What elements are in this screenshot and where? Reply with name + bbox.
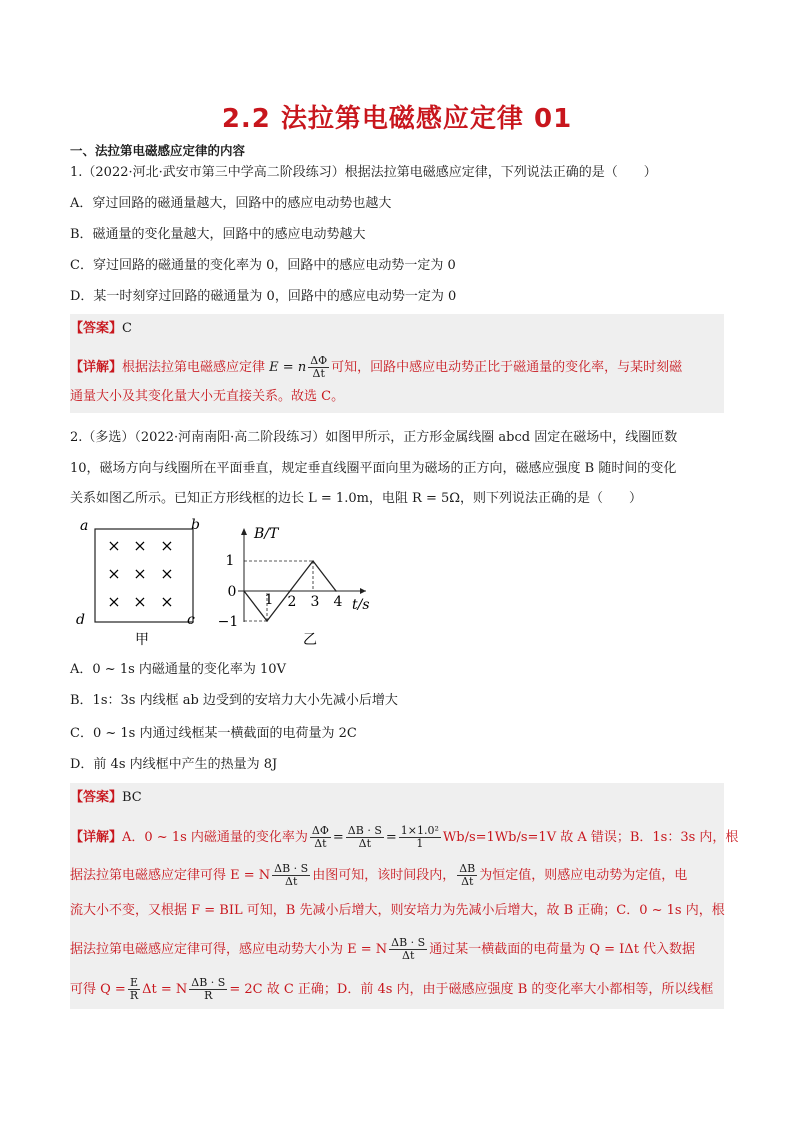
section-heading: 一、法拉第电磁感应定律的内容 [70, 143, 246, 158]
series-segment [290, 561, 313, 591]
field-cross-icon: × [133, 592, 147, 611]
q1-option-d: D．某一时刻穿过回路的磁通量为 0，回路中的感应电动势一定为 0 [70, 289, 457, 304]
q2-detail-text: 可得 Q = [70, 982, 126, 997]
q1-option-b: B．磁通量的变化量越大，回路中的感应电动势越大 [70, 227, 366, 242]
page-title: 2.2 法拉第电磁感应定律 01 [221, 104, 573, 134]
fraction-denominator: R [204, 989, 213, 1002]
fraction-denominator: 1 [416, 837, 424, 850]
q2-stem-line-3: 关系如图乙所示。已知正方形线框的边长 L = 1.0m，电阻 R = 5Ω，则下列说法正确的是（ ） [70, 491, 643, 506]
q2-detail-line-4 [70, 937, 695, 962]
fraction-numerator: ΔΦ [311, 824, 329, 837]
y-tick-1: 1 [225, 553, 235, 569]
q2-detail-text: Wb/s=1Wb/s=1V 故 A 错误；B．1s：3s 内，根 [442, 830, 739, 845]
series-segment [313, 561, 336, 591]
fraction-denominator: Δt [358, 837, 372, 850]
fraction [389, 937, 427, 962]
fraction-numerator: 1×1.0² [400, 824, 439, 837]
corner-b: b [191, 517, 200, 533]
q2-detail-text: 为恒定值，则感应电动势为定值，电 [479, 868, 688, 883]
x-tick-label: 1 [264, 592, 274, 608]
fraction-numerator: E [128, 977, 140, 990]
x-tick-label: 2 [287, 594, 297, 610]
fraction-denominator: R [129, 989, 139, 1002]
q2-answer-tag: 【答案】 [70, 790, 123, 805]
fraction-denominator: Δt [402, 949, 415, 962]
fraction-numerator: ΔΦ [310, 354, 328, 367]
fraction [310, 825, 331, 850]
q2-answer-box [70, 783, 724, 1009]
field-cross-icon: × [160, 592, 174, 611]
q2-answer-line [70, 789, 142, 807]
q1-detail-line-1 [70, 355, 682, 380]
y-tick-0: 0 [227, 584, 237, 600]
q2-figures [70, 514, 390, 650]
caption-right: 乙 [303, 632, 317, 648]
field-cross-icon: × [160, 564, 174, 583]
fraction [189, 977, 227, 1002]
q2-answer: BC [122, 790, 142, 805]
fraction-numerator: ΔB [459, 862, 476, 875]
q2-detail-text: 由图可知，该时间段内， [312, 868, 456, 883]
fraction [399, 825, 441, 850]
q1-answer-tag: 【答案】 [70, 321, 123, 336]
corner-a: a [80, 518, 89, 534]
q2-detail-text: 据法拉第电磁感应定律可得，感应电动势大小为 E = N [70, 942, 388, 957]
fraction [128, 977, 140, 1002]
q2-detail-text: = 2C 故 C 正确；D．前 4s 内，由于磁感应强度 B 的变化率大小都相等，所以线框 [229, 982, 714, 997]
caption-left: 甲 [135, 632, 149, 648]
field-cross-icon: × [107, 536, 121, 555]
x-axis-arrow-icon [360, 588, 366, 594]
fraction-denominator: Δt [312, 367, 325, 380]
series-point [289, 590, 291, 592]
y-axis-label: B/T [254, 526, 279, 542]
q2-detail-text: Δt = N [142, 982, 188, 997]
q2-option-b: B．1s：3s 内线框 ab 边受到的安培力大小先减小后增大 [70, 693, 398, 708]
series-point [335, 590, 337, 592]
q2-detail-line-3: 流大小不变，又根据 F = BIL 可知，B 先减小后增大，则安培力为先减小后增大，故 B 正确；C．0 ~ 1s 内，根 [70, 903, 725, 918]
field-cross-icon: × [133, 536, 147, 555]
figure-bt-graph [218, 526, 370, 648]
q1-detail-line-2: 通量大小及其变化量大小无直接关系。故选 C。 [70, 389, 345, 404]
y-axis-arrow-icon [241, 528, 247, 535]
q1-answer-line [70, 320, 132, 338]
series-point [266, 620, 268, 622]
q2-detail-line-5 [70, 977, 713, 1002]
q2-option-c: C．0 ~ 1s 内通过线框某一横截面的电荷量为 2C [70, 726, 357, 741]
field-crosses [107, 536, 173, 611]
equals-sign: = [332, 830, 344, 845]
q2-stem-line-1: 2.（多选）（2022·河南南阳·高二阶段练习）如图甲所示，正方形金属线圈 abcd 固定在磁场中，线圈匝数 [70, 430, 678, 445]
q1-stem: 1.（2022·河北·武安市第三中学高二阶段练习）根据法拉第电磁感应定律，下列说法正确的是（ ） [70, 165, 657, 180]
x-axis-label: t/s [352, 597, 370, 613]
q1-detail-text: 可知，回路中感应电动势正比于磁通量的变化率，与某时刻磁 [331, 360, 683, 375]
q2-detail-line-2 [70, 863, 687, 888]
fraction [457, 863, 477, 888]
series-point [312, 560, 314, 562]
figure-coil [76, 517, 200, 648]
q2-option-a: A．0 ~ 1s 内磁通量的变化率为 10V [70, 662, 286, 677]
y-tick-neg1: −1 [217, 614, 239, 630]
fraction-numerator: ΔB · S [347, 824, 382, 837]
equals-sign: = [385, 830, 397, 845]
q1-detail-tag: 【详解】 [70, 360, 123, 375]
q2-detail-tag: 【详解】 [70, 830, 123, 845]
x-ticks [265, 592, 343, 610]
corner-d: d [76, 612, 85, 628]
field-cross-icon: × [160, 536, 174, 555]
x-tick-label: 3 [310, 594, 320, 610]
q1-detail-text: 根据法拉第电磁感应定律 [122, 360, 266, 375]
field-cross-icon: × [107, 592, 121, 611]
q1-answer: C [122, 321, 132, 336]
fraction-denominator: Δt [285, 875, 298, 888]
fraction-denominator: Δt [314, 837, 327, 850]
q2-detail-text: 据法拉第电磁感应定律可得 E = N [70, 868, 271, 883]
q2-detail-line-1 [70, 825, 738, 850]
fraction [272, 863, 310, 888]
q1-detail-fraction [308, 355, 329, 380]
corner-c: c [187, 612, 195, 628]
fraction-numerator: ΔB · S [274, 862, 309, 875]
q1-option-c: C．穿过回路的磁通量的变化率为 0，回路中的感应电动势一定为 0 [70, 258, 456, 273]
fraction-numerator: ΔB · S [391, 936, 426, 949]
fraction-numerator: ΔB · S [191, 976, 226, 989]
q2-option-d: D．前 4s 内线框中产生的热量为 8J [70, 757, 278, 772]
q1-option-a: A．穿过回路的磁通量越大，回路中的感应电动势也越大 [70, 196, 392, 211]
x-tick-label: 4 [333, 594, 343, 610]
q2-detail-text: A．0 ~ 1s 内磁通量的变化率为 [122, 830, 308, 845]
field-cross-icon: × [133, 564, 147, 583]
field-cross-icon: × [107, 564, 121, 583]
q1-detail-eq: E = n [269, 360, 307, 375]
fraction-denominator: Δt [461, 875, 474, 888]
q2-stem-line-2: 10，磁场方向与线圈所在平面垂直，规定垂直线圈平面向里为磁场的正方向，磁感应强度 B 随时间的变化 [70, 461, 677, 476]
q2-detail-text: 通过某一横截面的电荷量为 Q = IΔt 代入数据 [429, 942, 696, 957]
fraction [346, 825, 384, 850]
series-point [243, 590, 245, 592]
